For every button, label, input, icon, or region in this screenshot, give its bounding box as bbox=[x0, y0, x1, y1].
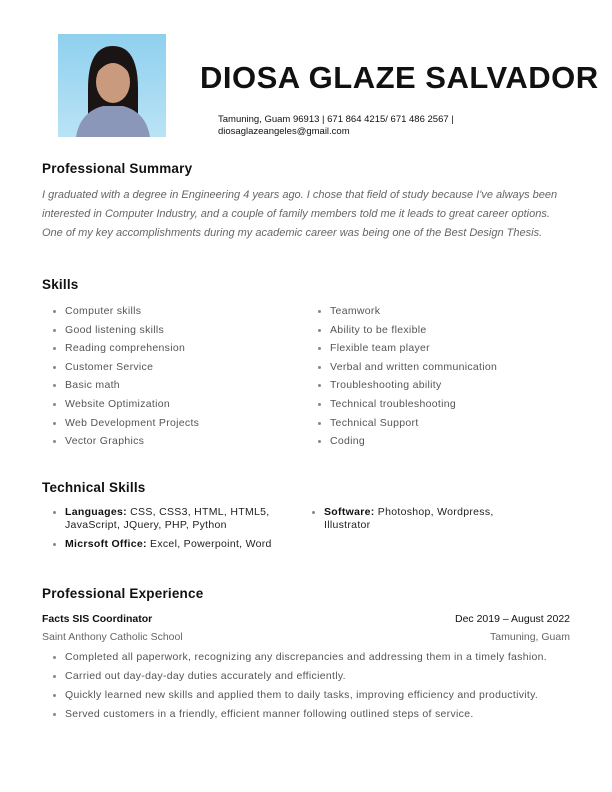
skill-item: Technical Support bbox=[318, 414, 497, 433]
technical-item bbox=[312, 506, 512, 532]
job-bullet: Served customers in a friendly, efficient manner following outlined steps of service. bbox=[53, 705, 553, 724]
skill-item: Ability to be flexible bbox=[318, 321, 497, 340]
technical-list-left bbox=[53, 506, 283, 557]
technical-label: Micrsoft Office: bbox=[65, 538, 147, 550]
job-location: Tamuning, Guam bbox=[490, 631, 570, 643]
skill-item: Technical troubleshooting bbox=[318, 395, 497, 414]
job-bullet: Quickly learned new skills and applied them to daily tasks, improving efficiency and productivity. bbox=[53, 686, 553, 705]
skill-item: Good listening skills bbox=[53, 321, 199, 340]
skill-item: Customer Service bbox=[53, 358, 199, 377]
job-dates: Dec 2019 – August 2022 bbox=[454, 613, 570, 625]
skill-item: Troubleshooting ability bbox=[318, 376, 497, 395]
job-company: Saint Anthony Catholic School bbox=[42, 631, 183, 643]
experience-heading: Professional Experience bbox=[42, 586, 204, 601]
skill-item: Teamwork bbox=[318, 302, 497, 321]
job-bullet: Carried out day-day-day duties accurately and efficiently. bbox=[53, 667, 553, 686]
skill-item: Verbal and written communication bbox=[318, 358, 497, 377]
candidate-name: DIOSA GLAZE SALVADOR bbox=[200, 60, 599, 95]
technical-label: Languages: bbox=[65, 506, 127, 518]
technical-item bbox=[53, 506, 283, 532]
skill-item: Flexible team player bbox=[318, 339, 497, 358]
contact-email[interactable]: diosaglazeangeles@gmail.com bbox=[218, 126, 350, 137]
summary-text: I graduated with a degree in Engineering 4 years ago. I chose that field of study because I've always been interested in Computer Industry, and a couple of family members told me it leads to great career options. One of my key accomplishments during my academic career was being one of the Best Design Thesis. bbox=[42, 189, 558, 239]
skills-list-left bbox=[53, 302, 199, 451]
job-title: Facts SIS Coordinator bbox=[42, 613, 153, 625]
contact-address-phone: Tamuning, Guam 96913 | 671 864 4215/ 671 486 2567 | bbox=[218, 114, 454, 125]
skills-list-right bbox=[318, 302, 497, 451]
summary-heading: Professional Summary bbox=[42, 161, 193, 176]
skill-item: Coding bbox=[318, 432, 497, 451]
job-bullets bbox=[53, 648, 553, 724]
technical-list-right bbox=[312, 506, 512, 538]
skill-item: Basic math bbox=[53, 376, 199, 395]
job-header bbox=[42, 613, 570, 625]
technical-skills-heading: Technical Skills bbox=[42, 480, 146, 495]
technical-item bbox=[53, 538, 283, 551]
skill-item: Vector Graphics bbox=[53, 432, 199, 451]
skill-item: Website Optimization bbox=[53, 395, 199, 414]
skill-item: Reading comprehension bbox=[53, 339, 199, 358]
profile-photo bbox=[58, 34, 166, 137]
skill-item: Computer skills bbox=[53, 302, 199, 321]
skills-heading: Skills bbox=[42, 277, 79, 292]
job-company-row bbox=[42, 631, 570, 643]
technical-label: Software: bbox=[324, 506, 375, 518]
technical-value: Excel, Powerpoint, Word bbox=[146, 538, 272, 550]
skill-item: Web Development Projects bbox=[53, 414, 199, 433]
technical-value: CSS, CSS3, HTML, HTML5, JavaScript, JQuery, PHP, Python bbox=[65, 506, 270, 531]
technical-value: Photoshop, Wordpress, Illustrator bbox=[324, 506, 494, 531]
job-bullet: Completed all paperwork, recognizing any discrepancies and addressing them in a timely fashion. bbox=[53, 648, 553, 667]
